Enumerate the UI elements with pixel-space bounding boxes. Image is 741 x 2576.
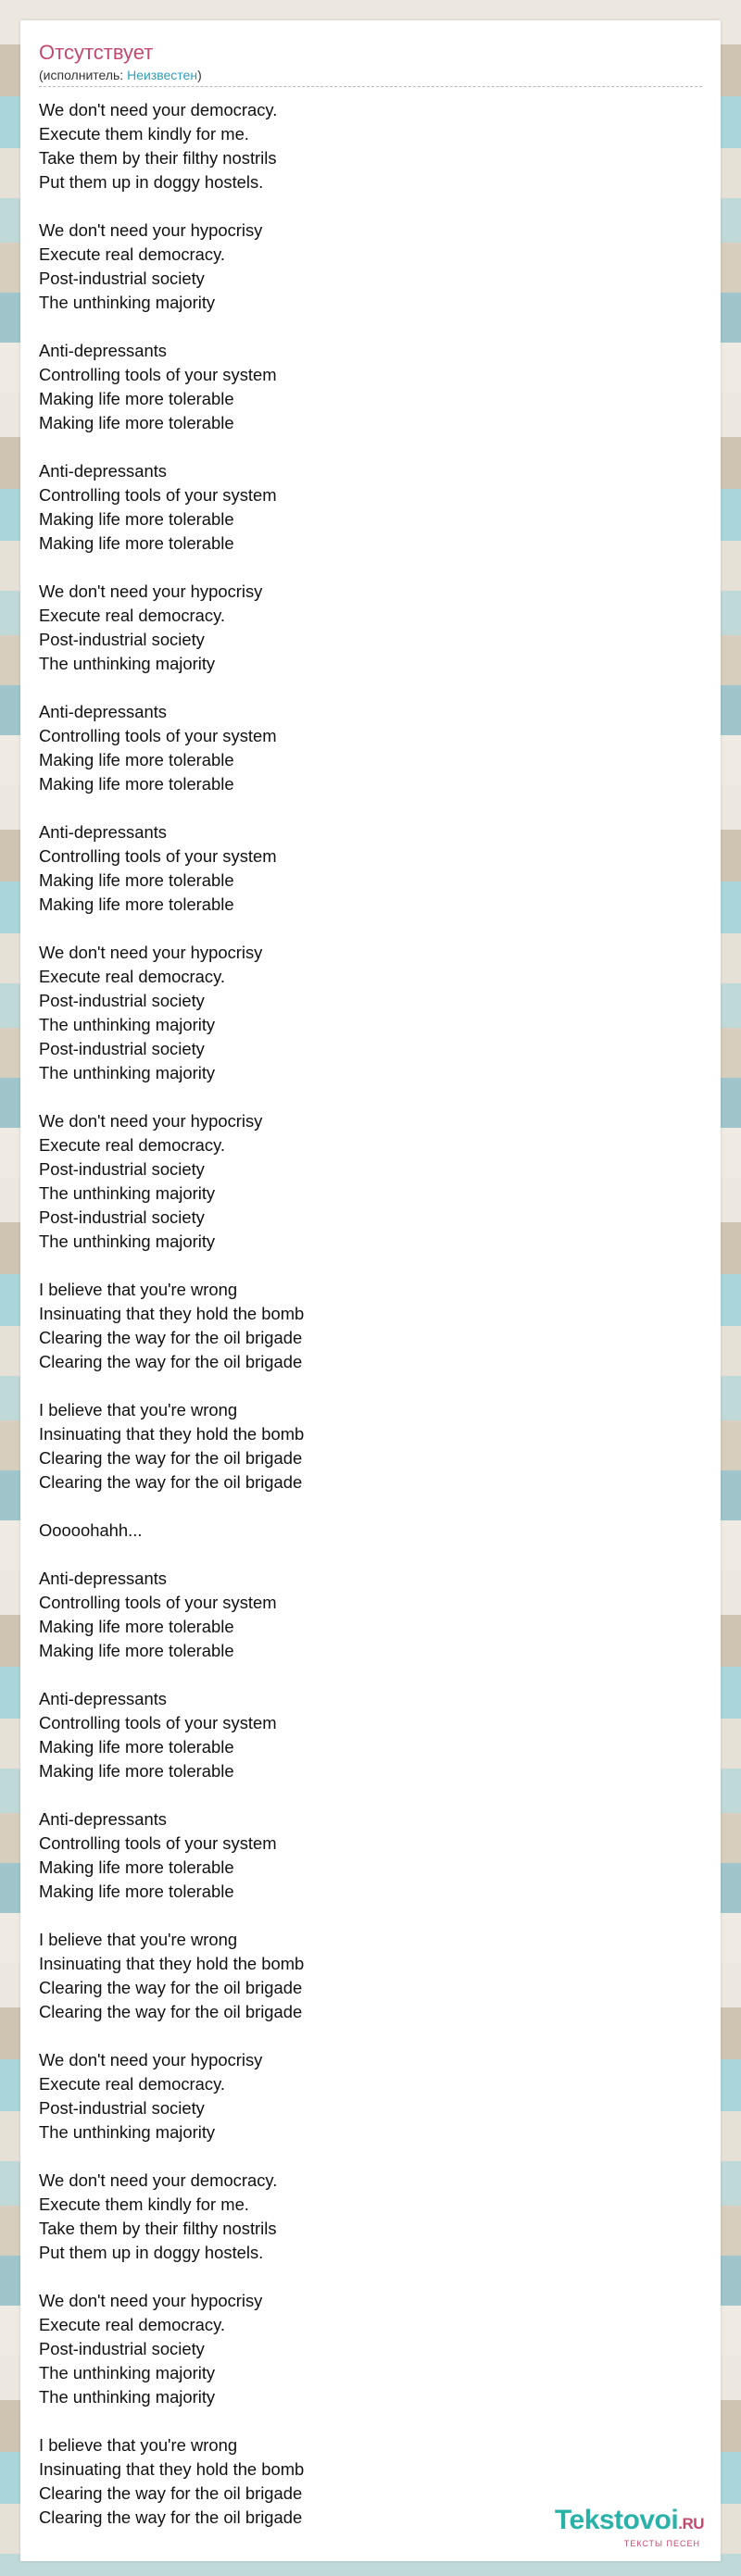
- lyrics-stanza: [39, 1567, 702, 1663]
- lyrics-line: We don't need your hypocrisy: [39, 220, 263, 240]
- lyrics-line: The unthinking majority: [39, 2387, 216, 2407]
- lyrics-stanza: [39, 820, 702, 917]
- lyrics-line: Clearing the way for the oil brigade: [39, 2483, 303, 2503]
- lyrics-line: Clearing the way for the oil brigade: [39, 2507, 303, 2527]
- lyrics-line: Ooooohahh...: [39, 1520, 143, 1540]
- lyrics-line: Anti-depressants: [39, 822, 168, 842]
- lyrics-line: Post-industrial society: [39, 630, 205, 649]
- lyrics-line: Controlling tools of your system: [39, 846, 277, 866]
- lyrics-line: Making life more tolerable: [39, 1641, 234, 1660]
- lyrics-line: Controlling tools of your system: [39, 1713, 277, 1732]
- lyrics-stanza: [39, 219, 702, 315]
- lyrics-stanza: [39, 2048, 702, 2145]
- lyrics-line: Post-industrial society: [39, 2098, 205, 2118]
- lyrics-line: We don't need your democracy.: [39, 2170, 278, 2190]
- lyrics-stanza: [39, 1807, 702, 1904]
- lyrics-line: Put them up in doggy hostels.: [39, 2243, 264, 2262]
- lyrics-line: Execute real democracy.: [39, 967, 226, 986]
- lyrics-line: Clearing the way for the oil brigade: [39, 1448, 303, 1468]
- lyrics-line: I believe that you're wrong: [39, 1930, 238, 1949]
- lyrics-line: Execute real democracy.: [39, 606, 226, 625]
- lyrics-line: Execute real democracy.: [39, 244, 226, 264]
- lyrics-line: Making life more tolerable: [39, 1737, 234, 1757]
- lyrics-line: Post-industrial society: [39, 1039, 205, 1058]
- lyrics-line: Anti-depressants: [39, 1689, 168, 1708]
- lyrics-line: Post-industrial society: [39, 991, 205, 1010]
- lyrics-line: Clearing the way for the oil brigade: [39, 1352, 303, 1371]
- performer-suffix: ): [197, 68, 202, 82]
- lyrics-line: Insinuating that they hold the bomb: [39, 1954, 305, 1973]
- lyrics-stanza: [39, 1109, 702, 1254]
- lyrics-line: Post-industrial society: [39, 1207, 205, 1227]
- lyrics-line: Making life more tolerable: [39, 389, 234, 408]
- logo-main-text: Tekstovoi: [554, 2505, 679, 2535]
- lyrics-line: Insinuating that they hold the bomb: [39, 1424, 305, 1444]
- lyrics-line: Making life more tolerable: [39, 1882, 234, 1901]
- lyrics-line: Making life more tolerable: [39, 533, 234, 553]
- lyrics-stanza: [39, 339, 702, 435]
- lyrics-line: Anti-depressants: [39, 1569, 168, 1588]
- lyrics-line: The unthinking majority: [39, 2363, 216, 2382]
- lyrics-line: Post-industrial society: [39, 2339, 205, 2358]
- lyrics-line: Controlling tools of your system: [39, 1593, 277, 1612]
- lyrics-line: Execute real democracy.: [39, 1135, 226, 1155]
- lyrics-line: Making life more tolerable: [39, 870, 234, 890]
- lyrics-line: The unthinking majority: [39, 654, 216, 673]
- lyrics-line: I believe that you're wrong: [39, 2435, 238, 2455]
- lyrics-stanza: [39, 2169, 702, 2265]
- lyrics-line: Clearing the way for the oil brigade: [39, 1978, 303, 1997]
- lyrics-stanza: [39, 1278, 702, 1374]
- lyrics-line: Execute them kindly for me.: [39, 124, 249, 144]
- performer-line: [39, 67, 702, 83]
- lyrics-stanza: [39, 1398, 702, 1494]
- lyrics-line: I believe that you're wrong: [39, 1400, 238, 1419]
- lyrics-line: Making life more tolerable: [39, 774, 234, 794]
- lyrics-line: Anti-depressants: [39, 1809, 168, 1829]
- lyrics-line: Making life more tolerable: [39, 1617, 234, 1636]
- lyrics-line: Controlling tools of your system: [39, 365, 277, 384]
- lyrics-line: Clearing the way for the oil brigade: [39, 2002, 303, 2021]
- lyrics-line: Controlling tools of your system: [39, 726, 277, 745]
- lyrics-line: Making life more tolerable: [39, 1761, 234, 1781]
- logo-suffix-text: .RU: [678, 2515, 704, 2532]
- lyrics-line: Controlling tools of your system: [39, 485, 277, 505]
- lyrics-stanza: [39, 580, 702, 676]
- lyrics-stanza: [39, 1928, 702, 2024]
- lyrics-line: Take them by their filthy nostrils: [39, 2219, 277, 2238]
- performer-prefix: (исполнитель:: [39, 68, 128, 82]
- lyrics-line: Controlling tools of your system: [39, 1833, 277, 1853]
- lyrics-line: I believe that you're wrong: [39, 1280, 238, 1299]
- lyrics-line: We don't need your hypocrisy: [39, 1111, 263, 1131]
- lyrics-line: Anti-depressants: [39, 341, 168, 360]
- lyrics-stanza: [39, 1519, 702, 1543]
- lyrics-stanza: [39, 98, 702, 194]
- lyrics-stanza: [39, 700, 702, 796]
- lyrics-line: Post-industrial society: [39, 1159, 205, 1179]
- lyrics-line: The unthinking majority: [39, 293, 216, 312]
- lyrics-line: Clearing the way for the oil brigade: [39, 1472, 303, 1492]
- lyrics-line: Post-industrial society: [39, 269, 205, 288]
- song-header: [39, 41, 702, 87]
- site-logo[interactable]: [555, 2506, 704, 2548]
- lyrics-line: The unthinking majority: [39, 1183, 216, 1203]
- lyrics-line: Put them up in doggy hostels.: [39, 172, 264, 192]
- song-title: Отсутствует: [39, 41, 154, 64]
- lyrics-line: We don't need your hypocrisy: [39, 581, 263, 601]
- lyrics-line: Making life more tolerable: [39, 894, 234, 914]
- lyrics-line: The unthinking majority: [39, 1063, 216, 1082]
- lyrics-line: The unthinking majority: [39, 2122, 216, 2142]
- performer-link[interactable]: Неизвестен: [127, 68, 198, 82]
- lyrics-line: Making life more tolerable: [39, 509, 234, 529]
- lyrics-line: Anti-depressants: [39, 702, 168, 721]
- lyrics-line: We don't need your hypocrisy: [39, 2050, 263, 2070]
- lyrics-line: The unthinking majority: [39, 1015, 216, 1034]
- lyrics-line: Execute them kindly for me.: [39, 2195, 249, 2214]
- lyrics-line: Insinuating that they hold the bomb: [39, 1304, 305, 1323]
- lyrics-line: We don't need your democracy.: [39, 100, 278, 119]
- lyrics-line: Making life more tolerable: [39, 1857, 234, 1877]
- lyrics-line: Insinuating that they hold the bomb: [39, 2459, 305, 2479]
- lyrics-stanza: [39, 941, 702, 1085]
- lyrics-line: Making life more tolerable: [39, 750, 234, 769]
- lyrics-body: [39, 98, 702, 2554]
- lyrics-stanza: [39, 2289, 702, 2409]
- lyrics-line: The unthinking majority: [39, 1232, 216, 1251]
- lyrics-line: Clearing the way for the oil brigade: [39, 1328, 303, 1347]
- lyrics-line: Execute real democracy.: [39, 2074, 226, 2094]
- lyrics-line: Anti-depressants: [39, 461, 168, 481]
- lyrics-line: Making life more tolerable: [39, 413, 234, 432]
- lyrics-card: [20, 20, 721, 2561]
- logo-tagline: ТЕКСТЫ ПЕСЕН: [623, 2539, 700, 2548]
- lyrics-stanza: [39, 1687, 702, 1783]
- lyrics-stanza: [39, 459, 702, 556]
- lyrics-line: Execute real democracy.: [39, 2315, 226, 2334]
- lyrics-line: We don't need your hypocrisy: [39, 2291, 263, 2310]
- lyrics-line: Take them by their filthy nostrils: [39, 148, 277, 168]
- lyrics-line: We don't need your hypocrisy: [39, 943, 263, 962]
